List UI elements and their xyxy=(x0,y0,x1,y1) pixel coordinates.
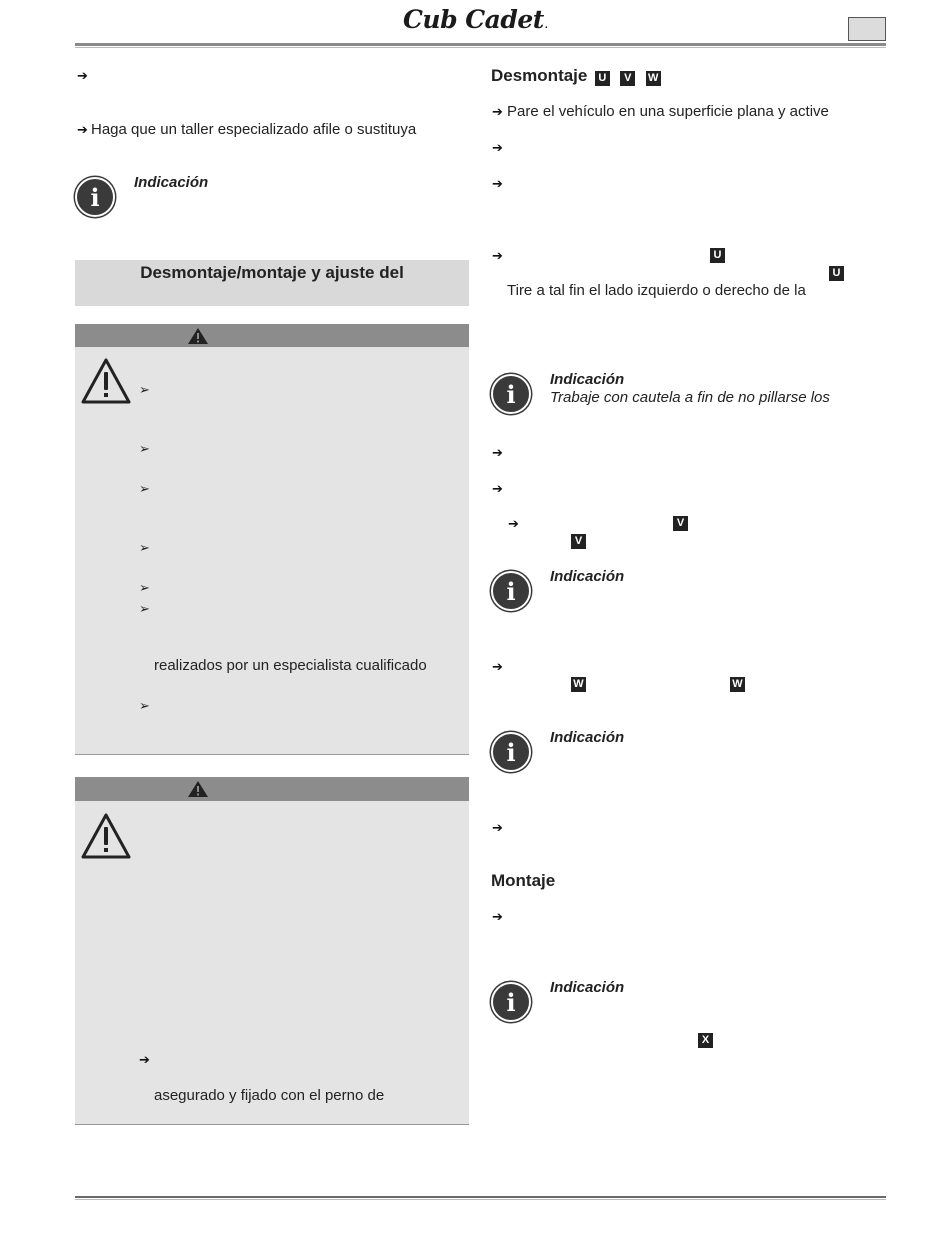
brand-mark: . xyxy=(544,21,548,31)
arrow-right-icon: ➔ xyxy=(492,659,503,674)
arrow-right-icon: ➔ xyxy=(77,68,88,83)
page-number-box xyxy=(848,17,886,41)
indication-title: Indicación xyxy=(550,371,625,388)
arrow-right-icon: ➔ xyxy=(77,122,88,137)
heading-text: Desmontaje xyxy=(491,66,588,85)
left-step-text: Haga que un taller especializado afile o sustituya xyxy=(91,121,417,138)
brand-logo xyxy=(403,5,547,34)
indication-text: Trabaje con cautela a fin de no pillarse los xyxy=(550,389,830,406)
warning-small-icon xyxy=(187,327,209,345)
indication-title: Indicación xyxy=(550,568,625,585)
warning-small-icon xyxy=(187,780,209,798)
figure-tag-x: X xyxy=(698,1033,713,1048)
figure-tag-w: W xyxy=(571,677,586,692)
figure-tag-w: W xyxy=(730,677,745,692)
figure-tag-v: V xyxy=(673,516,688,531)
chevron-bullet-icon: ➢ xyxy=(139,698,150,713)
warning-bar xyxy=(75,777,469,801)
step-text: Tire a tal fin el lado izquierdo o derecho de la xyxy=(507,282,806,299)
arrow-right-icon: ➔ xyxy=(492,445,503,460)
info-icon: i xyxy=(491,571,531,611)
arrow-right-icon: ➔ xyxy=(139,1052,150,1067)
warning-bar xyxy=(75,324,469,347)
arrow-right-icon: ➔ xyxy=(492,140,503,155)
figure-tag-u: U xyxy=(595,71,610,86)
info-icon: i xyxy=(491,982,531,1022)
chevron-bullet-icon: ➢ xyxy=(139,481,150,496)
chevron-bullet-icon: ➢ xyxy=(139,601,150,616)
arrow-right-icon: ➔ xyxy=(508,516,519,531)
arrow-right-icon: ➔ xyxy=(492,820,503,835)
figure-tag-w: W xyxy=(646,71,661,86)
indication-title: Indicación xyxy=(550,979,625,996)
chevron-bullet-icon: ➢ xyxy=(139,382,150,397)
brand-name: Cub Cadet xyxy=(403,5,544,34)
info-icon: i xyxy=(491,374,531,414)
figure-tag-u: U xyxy=(710,248,725,263)
chevron-bullet-icon: ➢ xyxy=(139,540,150,555)
indication-title: Indicación xyxy=(550,729,625,746)
desmontaje-heading xyxy=(491,66,661,86)
chevron-bullet-icon: ➢ xyxy=(139,441,150,456)
footer-rule xyxy=(75,1196,886,1198)
info-icon: i xyxy=(491,732,531,772)
warning-text: asegurado y fijado con el perno de xyxy=(154,1087,385,1104)
arrow-right-icon: ➔ xyxy=(492,909,503,924)
warning-box xyxy=(75,777,469,1125)
warning-triangle-icon xyxy=(80,812,132,860)
warning-box xyxy=(75,324,469,755)
figure-tag-u: U xyxy=(829,266,844,281)
section-title: Desmontaje/montaje y ajuste del xyxy=(140,263,404,282)
chevron-bullet-icon: ➢ xyxy=(139,580,150,595)
arrow-right-icon: ➔ xyxy=(492,248,503,263)
warning-text: realizados por un especialista cualificado xyxy=(154,657,427,674)
warning-triangle-icon xyxy=(80,357,132,405)
step-text: Pare el vehículo en una superficie plana y active xyxy=(507,103,829,120)
arrow-right-icon: ➔ xyxy=(492,104,503,119)
header-rule-thin xyxy=(75,47,886,48)
figure-tag-v: V xyxy=(620,71,635,86)
figure-tag-v: V xyxy=(571,534,586,549)
arrow-right-icon: ➔ xyxy=(492,481,503,496)
footer-rule-thin xyxy=(75,1199,886,1200)
header-rule xyxy=(75,43,886,46)
arrow-right-icon: ➔ xyxy=(492,176,503,191)
montaje-heading: Montaje xyxy=(491,871,556,890)
info-icon: i xyxy=(75,177,115,217)
indication-title: Indicación xyxy=(134,174,209,191)
